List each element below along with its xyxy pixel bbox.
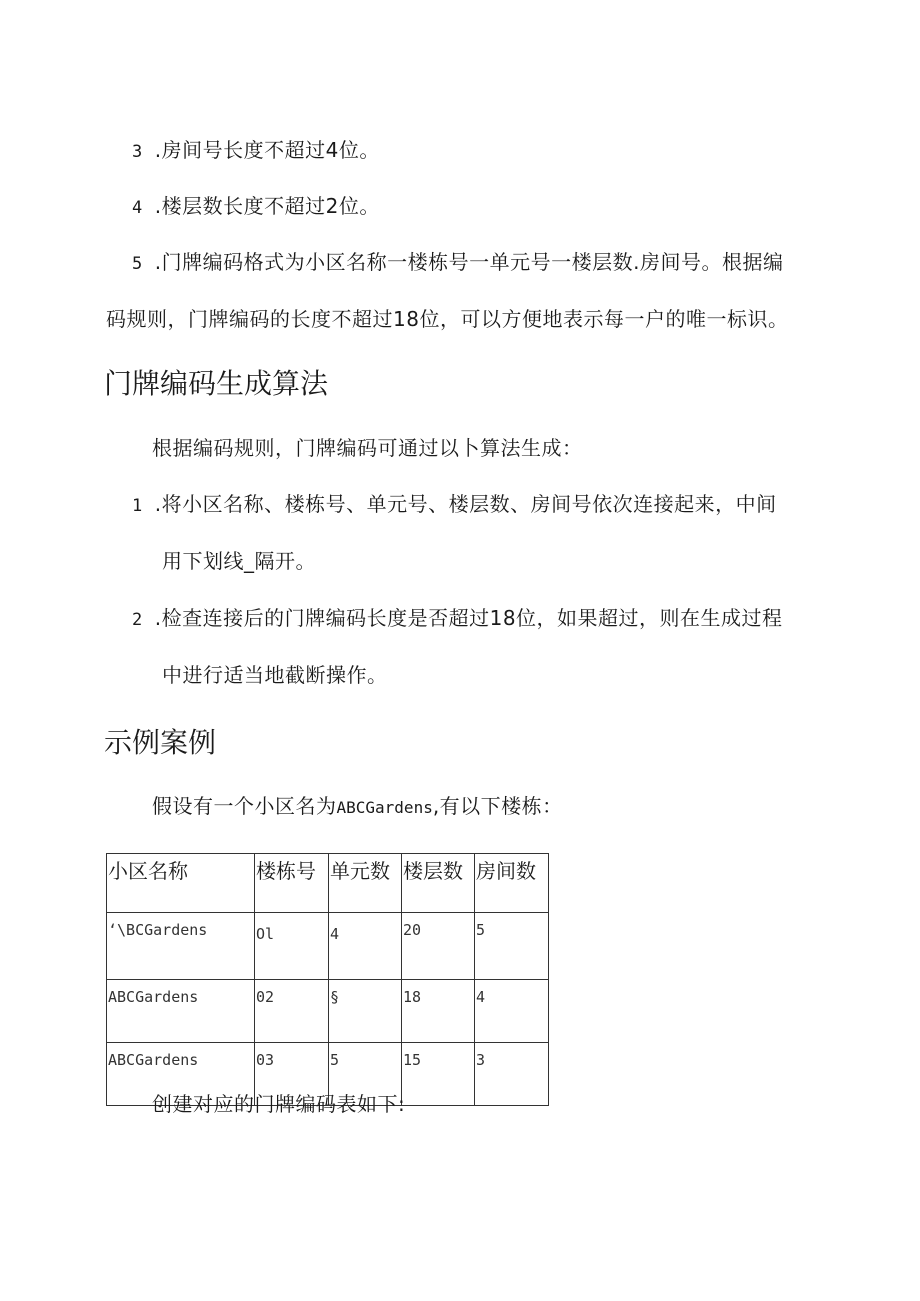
rule-5-line-2	[106, 306, 788, 332]
example-intro	[152, 793, 563, 821]
rule-5-text-line-1: .门牌编码格式为小区名称一楼栋号一单元号一楼层数.房间号。根据编	[154, 250, 784, 274]
cell-unit-count: 5	[329, 1043, 402, 1106]
algorithm-step-2-line-2: 中进行适当地截断操作。	[162, 663, 388, 687]
header-floor-count: 楼层数	[402, 854, 475, 913]
cell-building-number: 02	[255, 980, 329, 1043]
example-intro-after: ,有以下楼栋：	[432, 794, 563, 818]
header-unit-count: 单元数	[329, 854, 402, 913]
cell-unit-count: §	[329, 980, 402, 1043]
example-intro-name: ABCGardens	[336, 798, 433, 817]
rule-4	[132, 193, 380, 221]
step-1-text-line-1: .将小区名称、楼栋号、单元号、楼层数、房间号依次连接起来，中间	[154, 492, 777, 516]
cell-floor-count: 15	[402, 1043, 475, 1106]
cell-building-number: Ol	[255, 913, 329, 980]
table-header-row	[107, 854, 549, 913]
step-2-number: 2	[132, 610, 143, 630]
cell-building-number: 03	[255, 1043, 329, 1106]
rule-3-text: .房间号长度不超过4位。	[154, 138, 380, 162]
header-building-number: 楼栋号	[255, 854, 329, 913]
cell-floor-count: 18	[402, 980, 475, 1043]
example-intro-before: 假设有一个小区名为	[152, 794, 337, 818]
rule-3-number: 3	[132, 142, 143, 162]
rule-5-text-line-2: 码规则，门牌编码的长度不超过18位，可以方便地表示每一户的唯一标识。	[106, 307, 789, 331]
rule-4-number: 4	[132, 198, 143, 218]
algorithm-heading: 门牌编码生成算法	[104, 367, 329, 400]
rule-4-text: .楼层数长度不超过2位。	[154, 194, 380, 218]
rule-5-line-1	[132, 249, 783, 277]
header-community-name: 小区名称	[107, 854, 255, 913]
rule-3	[132, 137, 380, 165]
buildings-table	[106, 853, 549, 1106]
cell-unit-count: 4	[329, 913, 402, 980]
example-outro: 创建对应的门牌编码表如下:	[152, 1092, 406, 1116]
algorithm-intro: 根据编码规则，门牌编码可通过以卜算法生成：	[152, 436, 583, 460]
cell-room-count: 5	[475, 913, 549, 980]
algorithm-step-1-line-2: 用下划线_隔开。	[162, 549, 316, 573]
cell-community-name: ABCGardens	[107, 980, 255, 1043]
table-row	[107, 980, 549, 1043]
header-room-count: 房间数	[475, 854, 549, 913]
cell-room-count: 3	[475, 1043, 549, 1106]
cell-room-count: 4	[475, 980, 549, 1043]
rule-5-number: 5	[132, 254, 143, 274]
algorithm-step-1-line-1	[132, 491, 777, 519]
step-1-number: 1	[132, 496, 143, 516]
step-2-text-line-1: .检查连接后的门牌编码长度是否超过18位，如果超过，则在生成过程	[154, 606, 783, 630]
example-heading: 示例案例	[104, 726, 217, 759]
cell-floor-count: 20	[402, 913, 475, 980]
cell-community-name: ‘\BCGardens	[107, 913, 255, 980]
algorithm-step-2-line-1	[132, 605, 783, 633]
cell-community-name: ABCGardens	[107, 1043, 255, 1106]
table-row	[107, 913, 549, 980]
